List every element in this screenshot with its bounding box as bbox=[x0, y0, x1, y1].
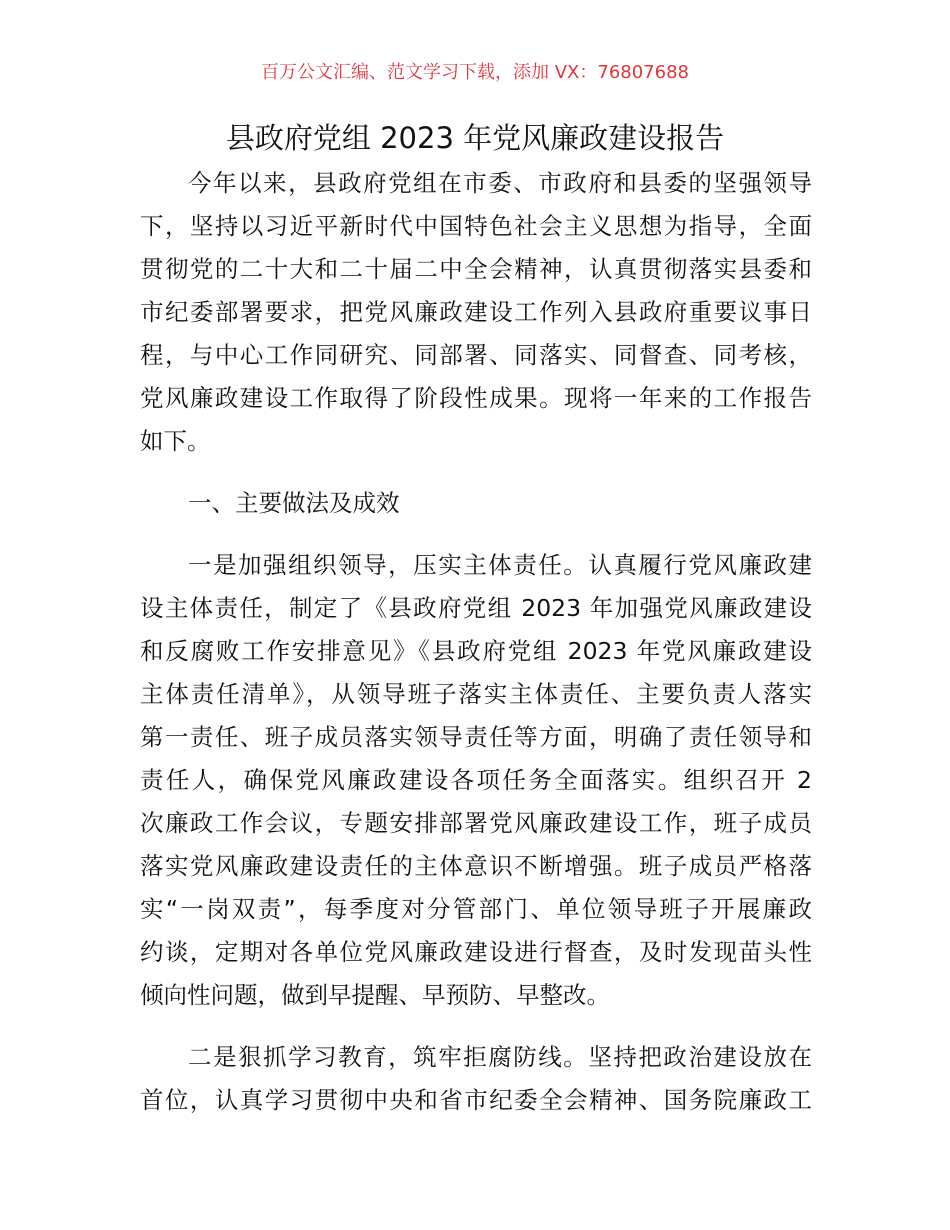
text-line: 责任人，确保党风廉政建设各项任务全面落实。组织召开 2 bbox=[140, 766, 812, 794]
paragraph bbox=[140, 544, 812, 1017]
text-line: 今年以来，县政府党组在市委、市政府和县委的坚强领导 bbox=[188, 169, 812, 197]
watermark-header: 百万公文汇编、范文学习下载，添加 VX：76807688 bbox=[261, 62, 689, 83]
text-line: 首位，认真学习贯彻中央和省市纪委全会精神、国务院廉政工 bbox=[140, 1086, 812, 1114]
document-body bbox=[140, 162, 812, 1141]
text-line: 下，坚持以习近平新时代中国特色社会主义思想为指导，全面 bbox=[140, 212, 812, 240]
document-title: 县政府党组 2023 年党风廉政建设报告 bbox=[225, 121, 725, 155]
text-line: 实“一岗双责”，每季度对分管部门、单位领导班子开展廉政 bbox=[140, 895, 812, 923]
text-line: 次廉政工作会议，专题安排部署党风廉政建设工作，班子成员 bbox=[140, 809, 812, 837]
text-line: 如下。 bbox=[140, 427, 211, 455]
text-line: 贯彻党的二十大和二十届二中全会精神，认真贯彻落实县委和 bbox=[140, 255, 812, 283]
paragraph bbox=[140, 162, 812, 463]
text-line: 倾向性问题，做到早提醒、早预防、早整改。 bbox=[140, 981, 610, 1009]
text-line: 二是狠抓学习教育，筑牢拒腐防线。坚持把政治建设放在 bbox=[188, 1043, 812, 1071]
text-line: 程，与中心工作同研究、同部署、同落实、同督查、同考核， bbox=[140, 341, 812, 369]
text-line: 设主体责任，制定了《县政府党组 2023 年加强党风廉政建设 bbox=[140, 594, 812, 622]
paragraph bbox=[140, 1036, 812, 1122]
text-line: 落实党风廉政建设责任的主体意识不断增强。班子成员严格落 bbox=[140, 852, 812, 880]
section-heading: 一、主要做法及成效 bbox=[188, 489, 400, 517]
text-line: 一是加强组织领导，压实主体责任。认真履行党风廉政建 bbox=[188, 551, 812, 579]
text-line: 约谈，定期对各单位党风廉政建设进行督查，及时发现苗头性 bbox=[140, 938, 812, 966]
text-line: 第一责任、班子成员落实领导责任等方面，明确了责任领导和 bbox=[140, 723, 812, 751]
text-line: 主体责任清单》，从领导班子落实主体责任、主要负责人落实 bbox=[140, 680, 812, 708]
text-line: 党风廉政建设工作取得了阶段性成果。现将一年来的工作报告 bbox=[140, 384, 812, 412]
text-line: 市纪委部署要求，把党风廉政建设工作列入县政府重要议事日 bbox=[140, 298, 812, 326]
text-line: 和反腐败工作安排意见》《县政府党组 2023 年党风廉政建设 bbox=[140, 637, 812, 665]
paragraph bbox=[140, 482, 812, 525]
